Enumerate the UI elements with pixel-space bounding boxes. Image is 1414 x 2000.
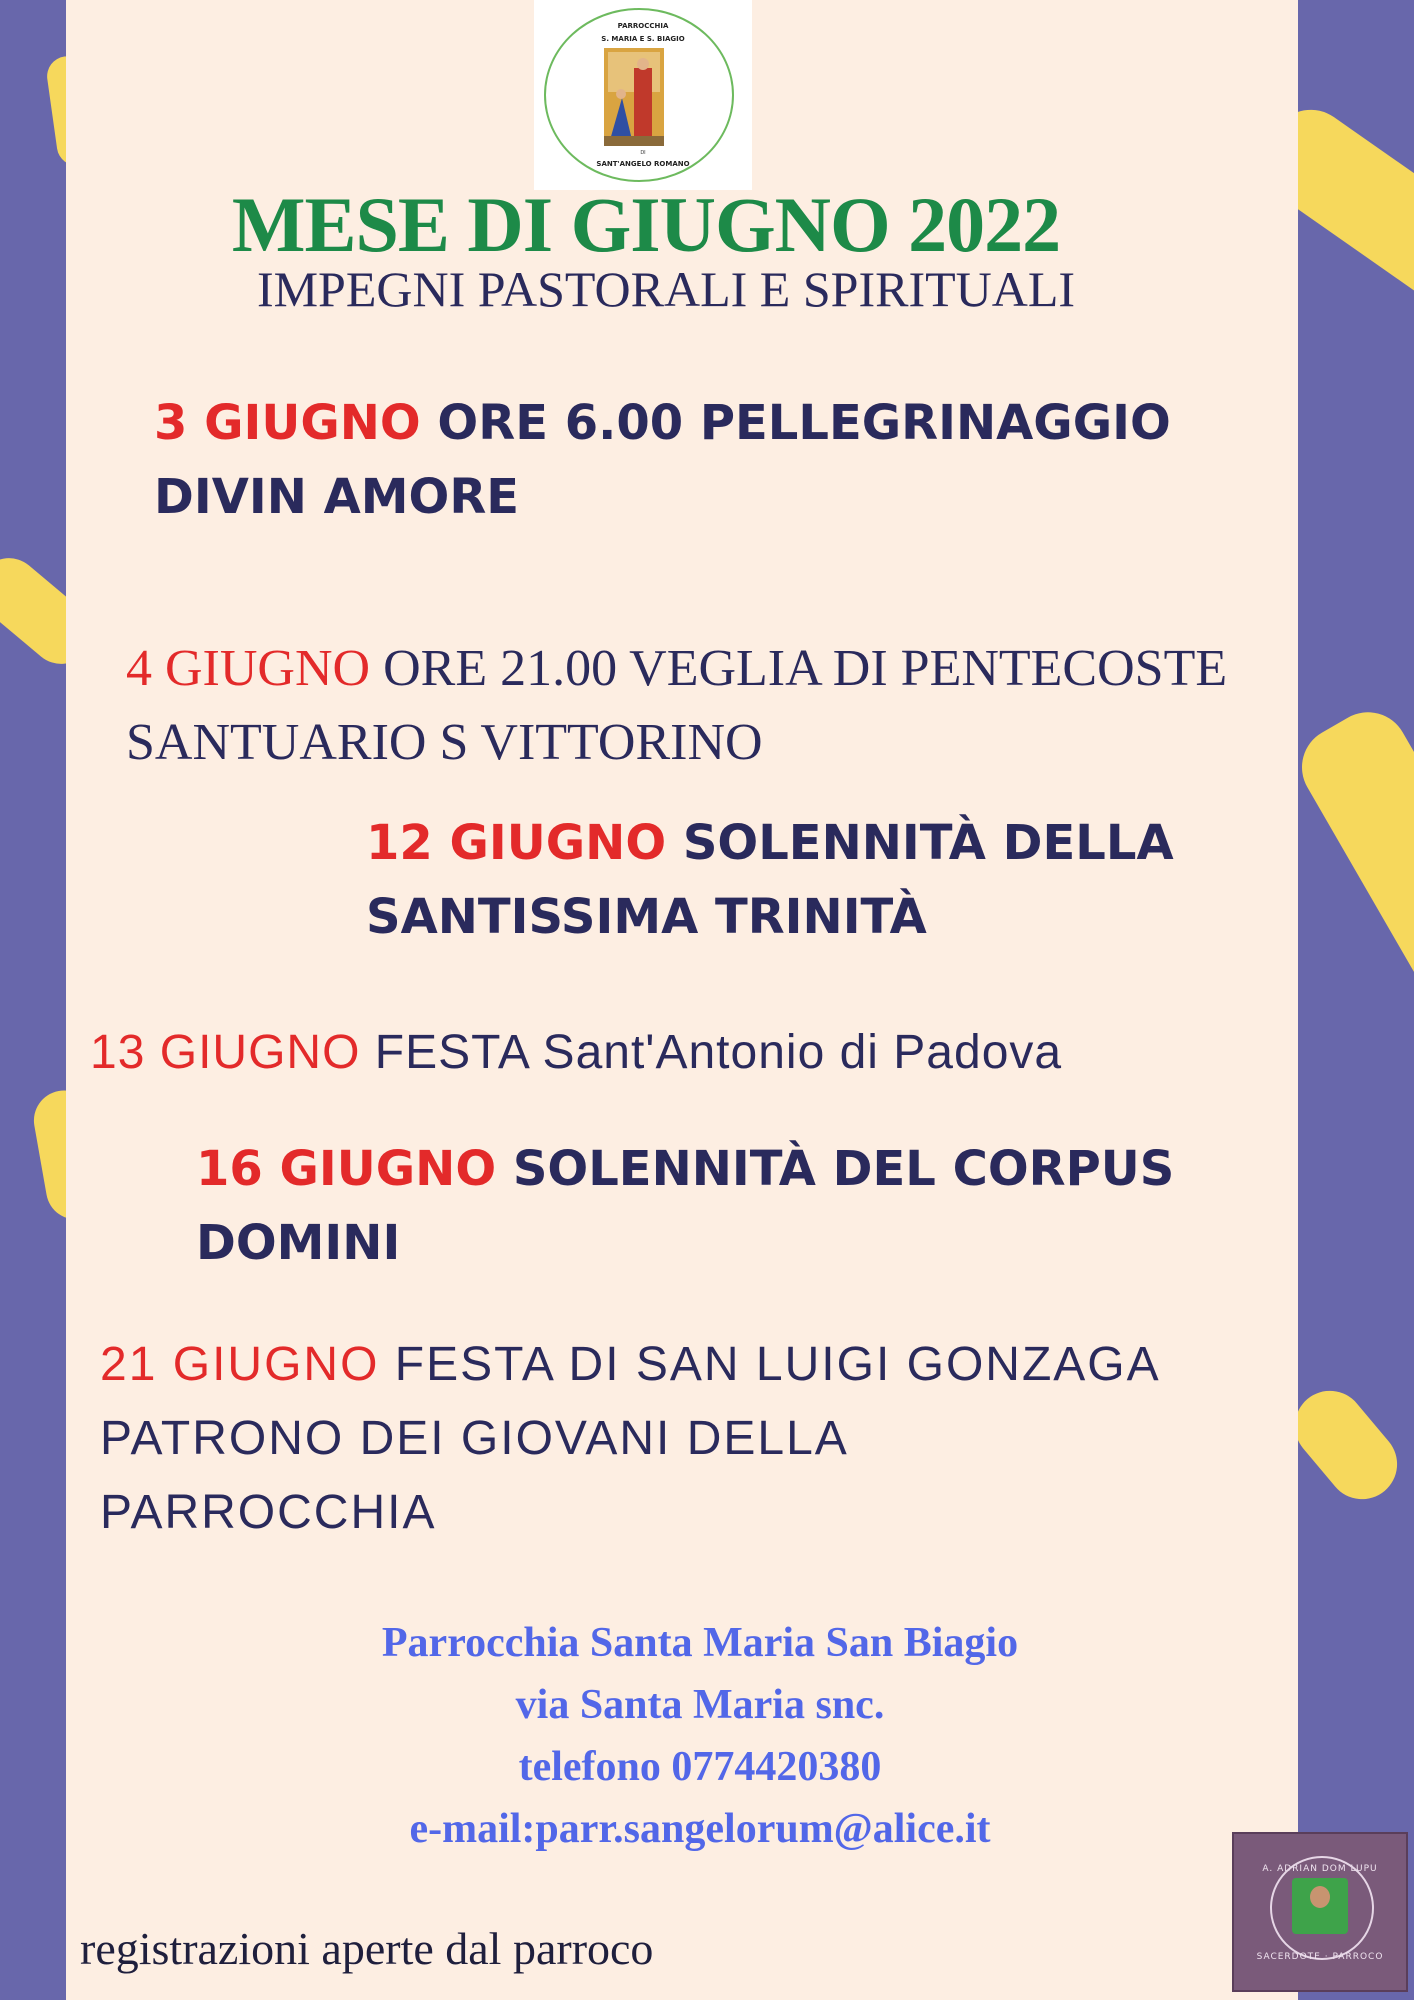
logo-name-text: S. MARIA E S. BIAGIO: [601, 35, 685, 43]
event-line: DOMINI: [196, 1215, 401, 1271]
event-line: SANTUARIO S VITTORINO: [126, 714, 763, 771]
event-line: DIVIN AMORE: [154, 469, 520, 525]
logo-top-text: PARROCCHIA: [617, 22, 669, 30]
contact-email[interactable]: e-mail:parr.sangelorum@alice.it: [409, 1806, 991, 1852]
saints-painting-icon: [604, 48, 664, 146]
event-line: [126, 632, 1227, 706]
event-date: 21 GIUGNO: [100, 1338, 380, 1391]
event-date: 16 GIUGNO: [196, 1141, 497, 1197]
contact-parish: Parrocchia Santa Maria San Biagio: [381, 1620, 1019, 1666]
event-text: ORE 6.00 PELLEGRINAGGIO: [420, 395, 1171, 451]
logo-place-text: SANT'ANGELO ROMANO: [596, 160, 690, 168]
event-3-giugno: [154, 386, 1171, 534]
event-line: [90, 1016, 1062, 1090]
event-text: FESTA Sant'Antonio di Padova: [360, 1026, 1063, 1079]
badge-bottom-text: SACERDOTE · PARROCO: [1256, 1952, 1384, 1962]
page-title: MESE DI GIUGNO 2022: [231, 181, 1061, 268]
event-line: PATRONO DEI GIOVANI DELLA: [100, 1412, 849, 1465]
event-line: [100, 1328, 1161, 1402]
contact-info: [200, 1612, 1200, 1860]
yellow-stroke-right-middle: [1287, 698, 1414, 1013]
contact-phone[interactable]: telefono 0774420380: [518, 1744, 882, 1790]
priest-photo-icon: [1292, 1878, 1348, 1934]
event-date: 4 GIUGNO: [126, 640, 371, 697]
logo-di-text: DI: [640, 150, 646, 156]
event-date: 3 GIUGNO: [154, 395, 421, 451]
event-line: PARROCCHIA: [100, 1486, 437, 1539]
event-date: 13 GIUGNO: [90, 1026, 361, 1079]
event-line: [154, 386, 1171, 460]
event-date: 12 GIUGNO: [366, 815, 667, 871]
page-subtitle: IMPEGNI PASTORALI E SPIRITUALI: [256, 261, 1076, 317]
event-line: [366, 806, 1174, 880]
event-text: FESTA DI SAN LUIGI GONZAGA: [379, 1338, 1161, 1391]
event-21-giugno: [100, 1328, 1161, 1550]
yellow-stroke-right-lower: [1281, 1377, 1412, 1514]
event-13-giugno: [90, 1016, 1062, 1090]
event-12-giugno: [366, 806, 1174, 954]
footer-note: registrazioni aperte dal parroco: [80, 1923, 654, 1974]
event-line: [196, 1132, 1174, 1206]
event-4-giugno: [126, 632, 1227, 780]
event-text: SOLENNITÀ DELLA: [666, 815, 1174, 871]
event-text: SOLENNITÀ DEL CORPUS: [496, 1141, 1175, 1197]
badge-arc-text: A. ADRIAN DOM LUPU: [1262, 1864, 1378, 1874]
contact-address: via Santa Maria snc.: [515, 1682, 885, 1728]
event-line: SANTISSIMA TRINITÀ: [366, 889, 927, 945]
event-text: ORE 21.00 VEGLIA DI PENTECOSTE: [370, 640, 1228, 697]
priest-badge: [1232, 1832, 1408, 1992]
priest-head-icon: [1310, 1886, 1330, 1908]
event-16-giugno: [196, 1132, 1174, 1280]
parish-logo: [534, 0, 752, 190]
